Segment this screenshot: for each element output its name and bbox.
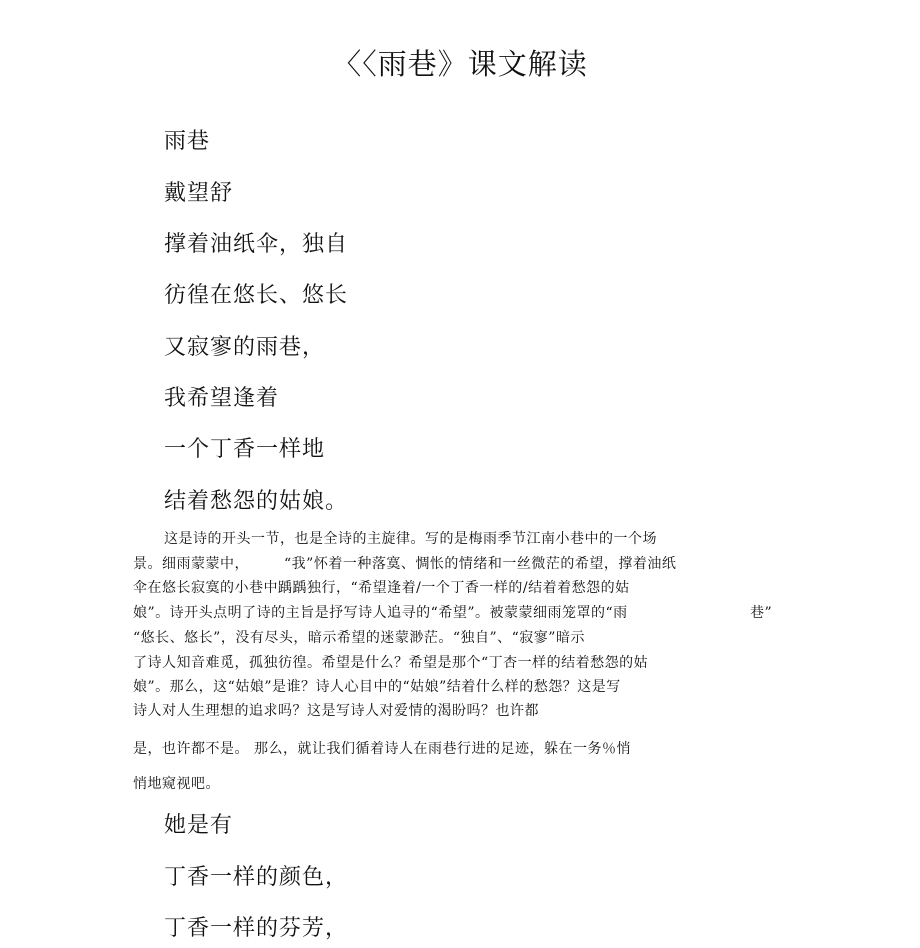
poem-title: 雨巷 <box>164 129 211 154</box>
commentary-line: 诗人对人生理想的追求吗？这是写诗人对爱情的渴盼吗？也许都 <box>133 703 539 719</box>
poem-line: 我希望逢着 <box>164 386 280 411</box>
commentary-line: 是，也许都不是。 那么，就让我们循着诗人在雨巷行进的足迹，躲在一务％悄 <box>133 741 631 757</box>
commentary-line: “我”怀着一种落寞、惆怅的情绪和一丝微茫的希望，撑着油纸 <box>284 556 677 572</box>
page-title: 〈〈雨巷》课文解读 <box>332 47 588 81</box>
commentary-line: 巷” <box>750 605 773 621</box>
poem-line: 又寂寥的雨巷， <box>164 335 326 360</box>
poem-line: 丁香一样的颜色， <box>164 865 349 890</box>
poem-line: 撑着油纸伞，独自 <box>164 232 349 257</box>
poem-line: 丁香一样的芬芳， <box>164 916 349 941</box>
poem-line: 一个丁香一样地 <box>164 437 326 462</box>
commentary-line: 伞在悠长寂寞的小巷中踽踽独行，“希望逢着/一个丁香一样的/结着着愁怨的姑 <box>133 580 630 596</box>
commentary-line: 悄地窥视吧。 <box>133 776 220 792</box>
commentary-line: “悠长、悠长”，没有尽头，暗示希望的迷蒙渺茫。“独自”、“寂寥”暗示 <box>133 630 585 646</box>
commentary-line: 娘”。那么，这“姑娘”是谁？诗人心目中的“姑娘”结着什么样的愁怨？这是写 <box>133 679 621 695</box>
commentary-line: 这是诗的开头一节，也是全诗的主旋律。写的是梅雨季节江南小巷中的一个场 <box>164 531 657 547</box>
poem-line: 她是有 <box>164 813 234 838</box>
poem-line: 彷徨在悠长、悠长 <box>164 283 349 308</box>
poem-line: 结着愁怨的姑娘。 <box>164 489 349 514</box>
commentary-line: 娘”。诗开头点明了诗的主旨是抒写诗人追寻的“希望”。被蒙蒙细雨笼罩的“雨 <box>133 605 628 621</box>
commentary-line: 景。细雨蒙蒙中， <box>133 556 249 572</box>
poem-author: 戴望舒 <box>164 181 234 206</box>
commentary-line: 了诗人知音难觅，孤独彷徨。希望是什么？希望是那个“丁杏一样的结着愁怨的姑 <box>133 655 649 671</box>
